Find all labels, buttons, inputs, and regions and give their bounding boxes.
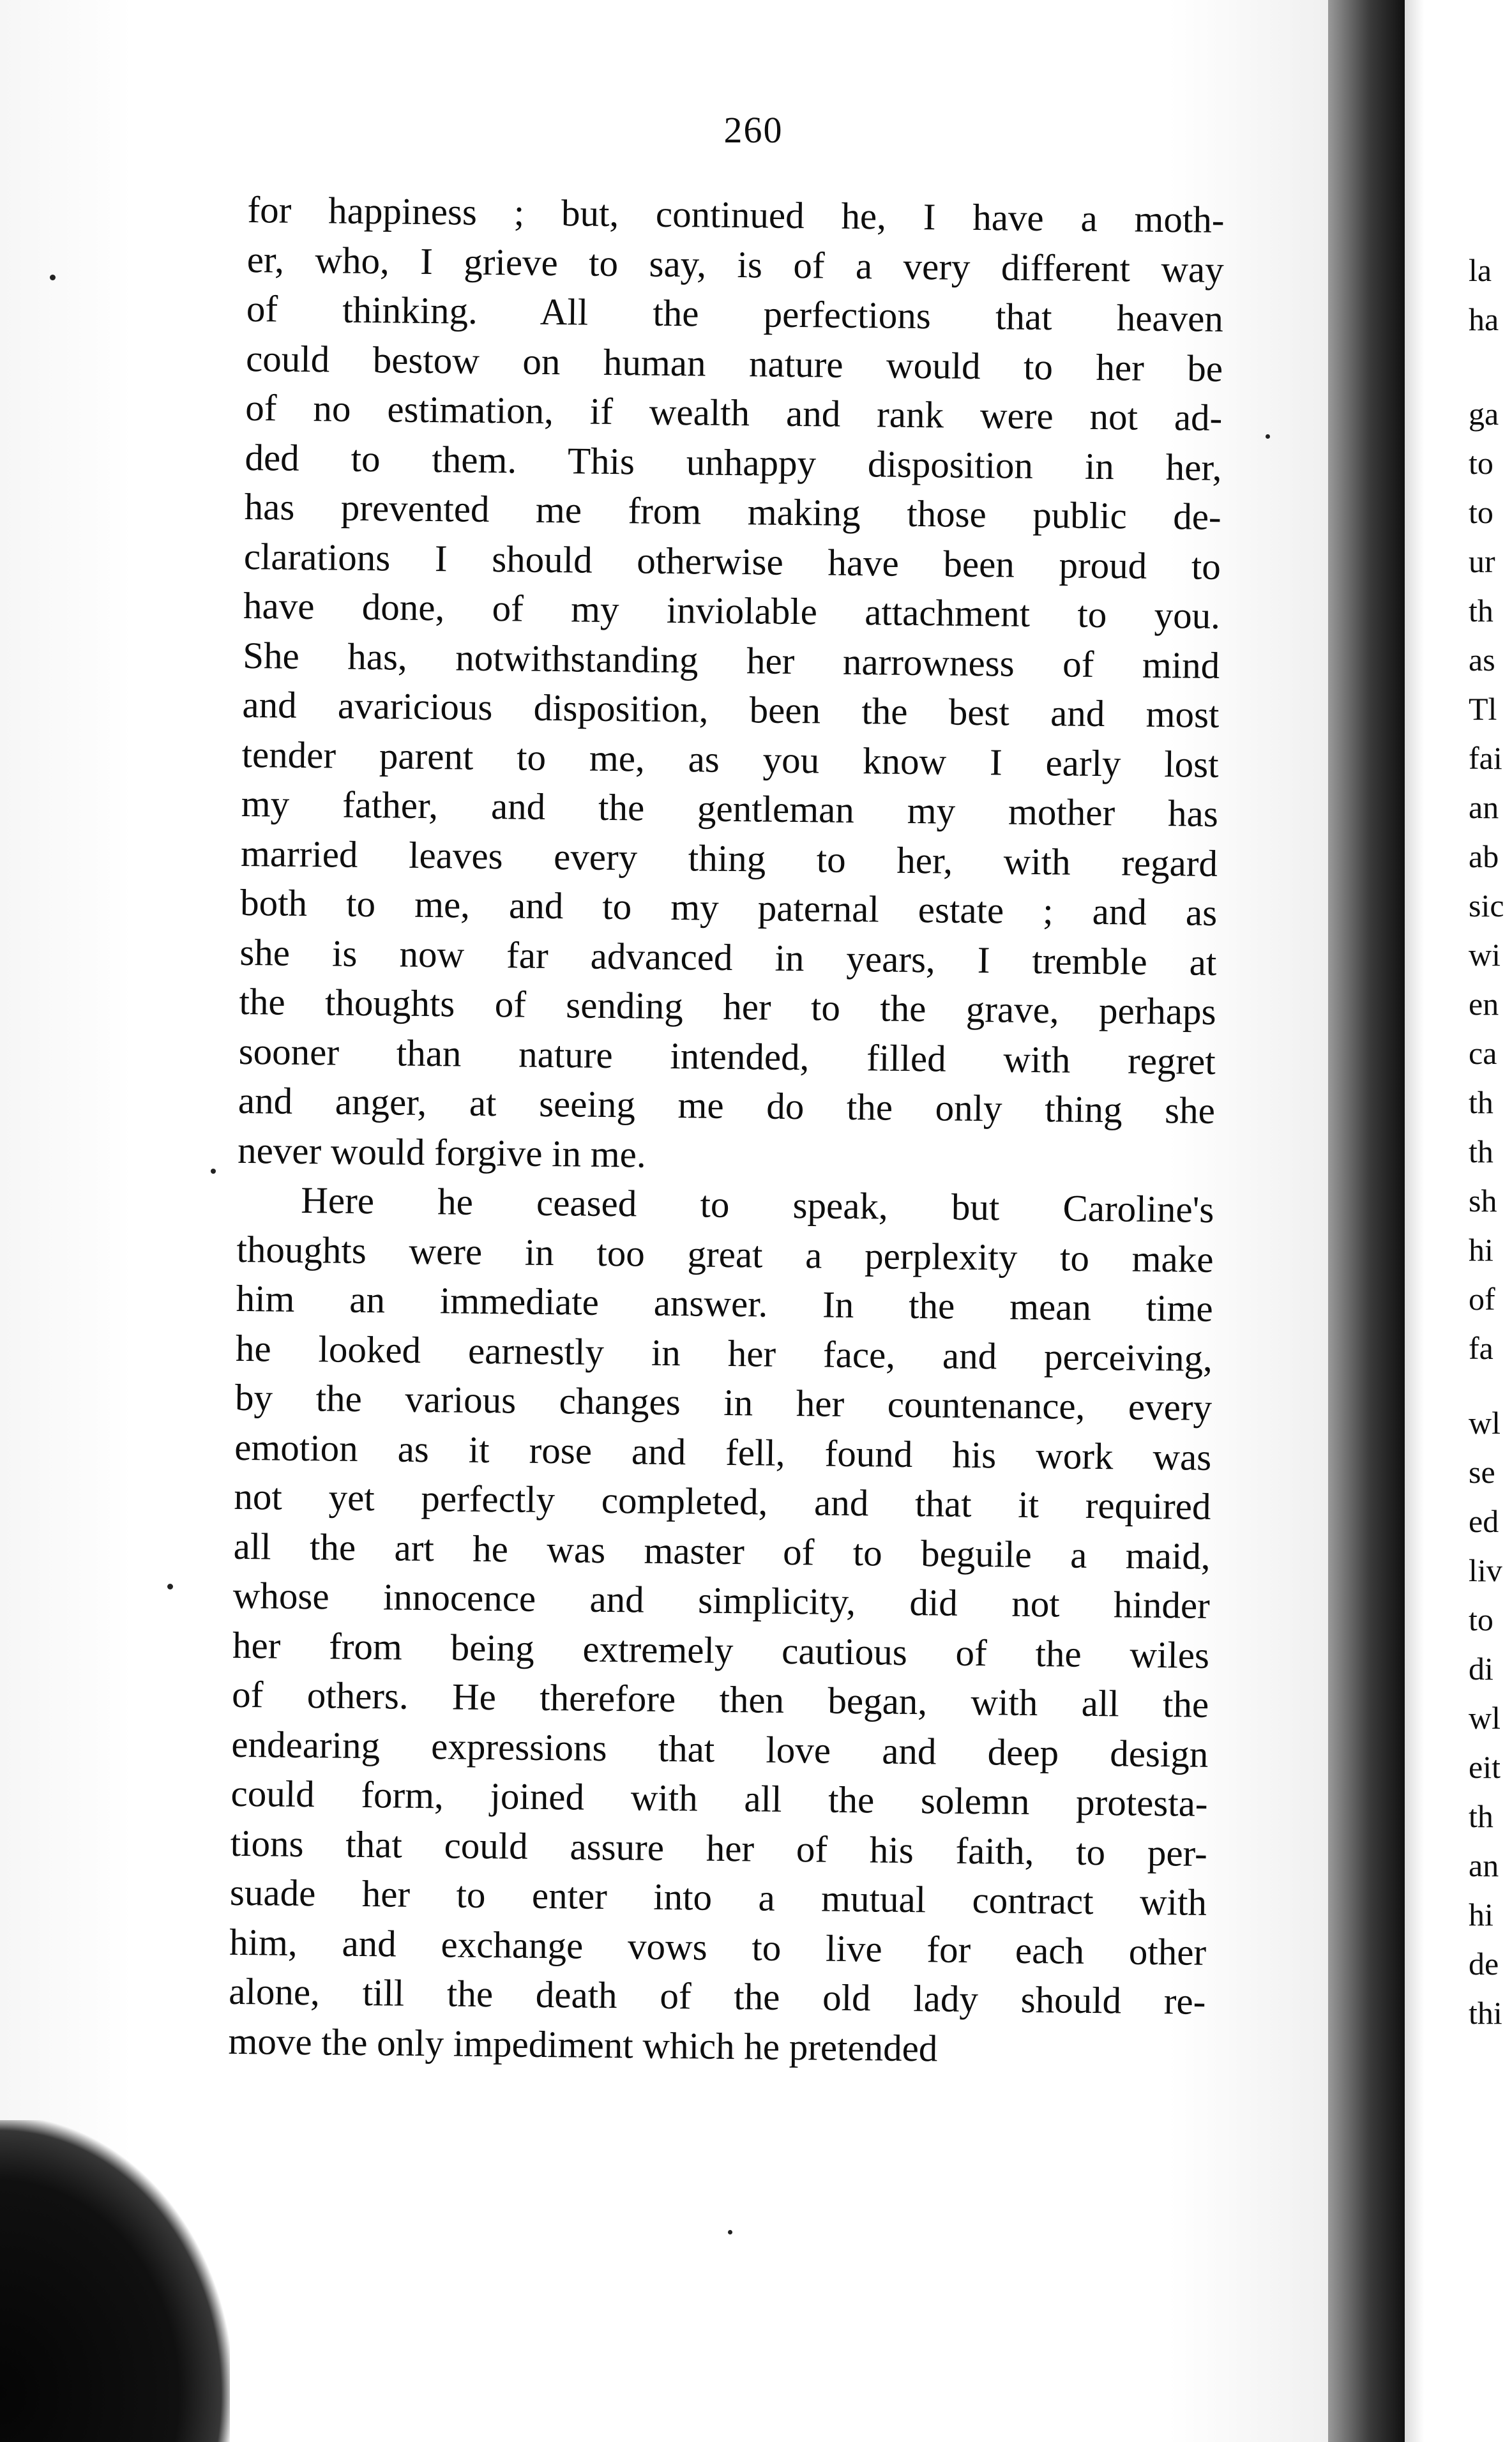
text-line: he looked earnestly in her face, and perceiving, <box>235 1326 1213 1379</box>
next-page-fragment: of <box>1469 1281 1495 1317</box>
text-line: of others. He therefore then began, with all the <box>231 1672 1209 1725</box>
text-line: the thoughts of sending her to the grave, perhaps <box>239 980 1216 1033</box>
text-line: alone, till the death of the old lady should re- <box>229 1969 1206 2022</box>
next-page-fragment: di <box>1469 1651 1493 1687</box>
text-line: of no estimation, if wealth and rank were not ad- <box>245 386 1223 439</box>
thumb-shadow <box>0 2120 230 2442</box>
next-page-fragment: th <box>1469 1084 1493 1120</box>
next-page-fragment: hi <box>1469 1232 1493 1268</box>
text-line: tender parent to me, as you know I early lost <box>241 732 1219 785</box>
next-page-fragment: ca <box>1469 1035 1497 1071</box>
text-line: and avaricious disposition, been the best and most <box>242 683 1220 736</box>
text-line: sooner than nature intended, filled with regret <box>238 1029 1216 1082</box>
text-line: could form, joined with all the solemn protesta- <box>231 1771 1208 1824</box>
ink-speck <box>211 1169 216 1174</box>
text-line: not yet perfectly completed, and that it required <box>234 1475 1211 1528</box>
next-page-fragment: ab <box>1469 838 1499 874</box>
text-line: never would forgive in me. <box>237 1128 647 1176</box>
text-line: endearing expressions that love and deep design <box>231 1722 1209 1775</box>
ink-speck <box>728 2230 732 2234</box>
text-line: by the various changes in her countenance, every <box>234 1376 1213 1429</box>
text-line: tions that could assure her of his faith, to per- <box>230 1821 1208 1874</box>
text-line: She has, notwithstanding her narrowness of mind <box>242 633 1220 686</box>
text-line: suade her to enter into a mutual contract with <box>229 1870 1207 1923</box>
text-line: for happiness ; but, continued he, I have a moth- <box>247 188 1225 241</box>
next-page-fragment: Tl <box>1469 691 1497 727</box>
book-gutter <box>1328 0 1405 2442</box>
next-page-fragment: la <box>1469 252 1492 288</box>
next-page-text-block <box>1469 390 1512 1373</box>
next-page-fragment: th <box>1469 1134 1493 1169</box>
text-line: all the art he was master of to beguile a maid, <box>233 1524 1211 1577</box>
ink-speck <box>167 1584 173 1589</box>
next-page-text-block <box>1469 246 1512 344</box>
next-page-fragment: an <box>1469 789 1499 825</box>
next-page-fragment: ed <box>1469 1503 1499 1539</box>
text-line: has prevented me from making those public de- <box>244 485 1221 538</box>
next-page-fragment: thi <box>1469 1995 1502 2031</box>
next-page-fragment: to <box>1469 494 1493 530</box>
next-page-fragment: th <box>1469 593 1493 628</box>
text-line: and anger, at seeing me do the only thing she <box>238 1079 1216 1132</box>
next-page-fragment: fa <box>1469 1330 1493 1366</box>
next-page-fragment: wl <box>1469 1405 1501 1441</box>
text-line: both to me, and to my paternal estate ; and as <box>239 881 1218 934</box>
text-line: of thinking. All the perfections that heaven <box>246 287 1224 340</box>
ink-speck <box>50 275 56 280</box>
next-page-fragment: an <box>1469 1847 1499 1883</box>
text-line: whose innocence and simplicity, did not hinder <box>232 1574 1211 1627</box>
next-page-fragment: eit <box>1469 1749 1501 1785</box>
next-page-fragment: fai <box>1469 740 1502 776</box>
page-number: 260 <box>723 109 783 151</box>
text-line: married leaves every thing to her, with regard <box>240 831 1218 884</box>
next-page-fragment: se <box>1469 1454 1495 1490</box>
next-page-fragment: ha <box>1469 301 1499 337</box>
page-body-text <box>228 185 1225 2076</box>
text-line: my father, and the gentleman my mother has <box>241 782 1219 835</box>
next-page-fragment: th <box>1469 1798 1493 1834</box>
text-line: clarations I should otherwise have been proud to <box>243 535 1221 588</box>
text-line: emotion as it rose and fell, found his work was <box>234 1425 1212 1478</box>
text-line: thoughts were in too great a perplexity to make <box>236 1227 1214 1280</box>
next-page-fragment: sh <box>1469 1183 1497 1218</box>
text-line: him, and exchange vows to live for each other <box>229 1920 1207 1973</box>
next-page-text-block <box>1469 1399 1512 2038</box>
text-line: ded to them. This unhappy disposition in her, <box>245 436 1222 489</box>
next-page-fragment: to <box>1469 445 1493 481</box>
text-line: her from being extremely cautious of the wiles <box>232 1623 1210 1676</box>
text-line: she is now far advanced in years, I tremble at <box>239 930 1217 983</box>
next-page-fragment: liv <box>1469 1552 1502 1588</box>
next-page-fragment: to <box>1469 1602 1493 1637</box>
next-page-fragment: de <box>1469 1946 1499 1982</box>
next-page-fragment: ga <box>1469 396 1499 432</box>
text-line: Here he ceased to speak, but Caroline's <box>301 1178 1214 1231</box>
next-page-fragment: as <box>1469 642 1495 678</box>
text-line: move the only impediment which he pretended <box>228 2019 938 2069</box>
ink-speck <box>1266 434 1270 439</box>
next-page-fragment: hi <box>1469 1897 1493 1932</box>
next-page-fragment: en <box>1469 986 1499 1022</box>
text-line: er, who, I grieve to say, is of a very different way <box>246 238 1225 291</box>
next-page-fragment: wl <box>1469 1700 1501 1736</box>
next-page-fragment: wi <box>1469 937 1501 973</box>
next-page-fragment: sic <box>1469 888 1504 923</box>
next-page-fragment: ur <box>1469 543 1495 579</box>
text-line: could bestow on human nature would to her be <box>245 337 1223 390</box>
text-line: him an immediate answer. In the mean time <box>236 1277 1214 1330</box>
text-line: have done, of my inviolable attachment to you. <box>243 584 1221 637</box>
